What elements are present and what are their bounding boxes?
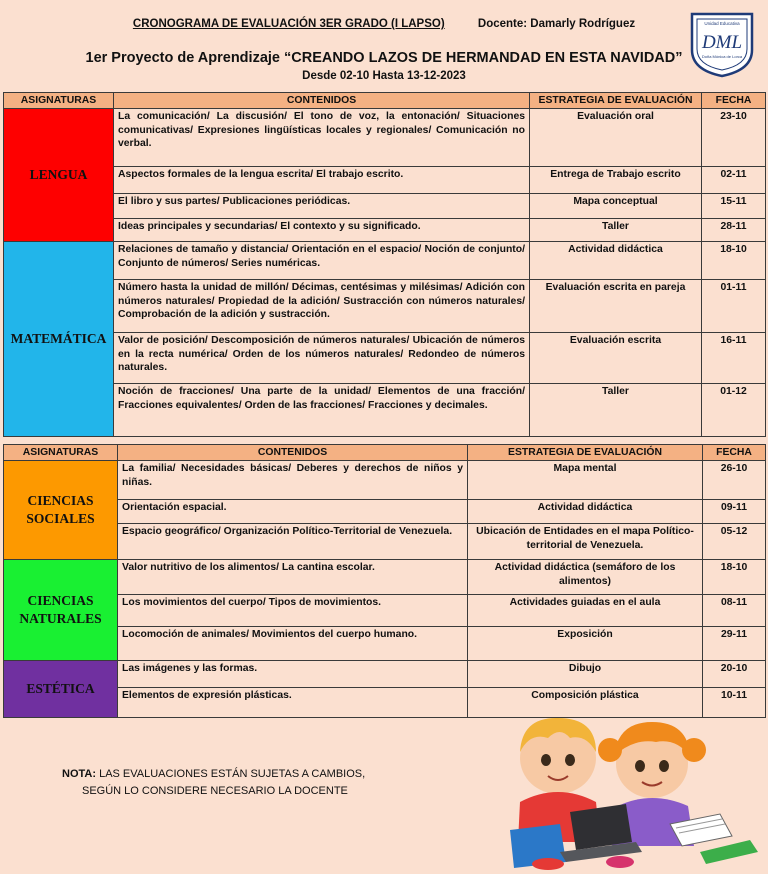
note-label: NOTA:: [62, 768, 97, 780]
document-title: CRONOGRAMA DE EVALUACIÓN 3ER GRADO (I LAPSO): [132, 18, 445, 30]
content-cell: El libro y sus partes/ Publicaciones periódicas.: [114, 194, 530, 219]
teacher-name: Docente: Damarly Rodríguez: [477, 18, 636, 30]
date-cell: 20-10: [703, 661, 766, 688]
date-cell: 23-10: [702, 109, 766, 167]
logo-letters: DML: [701, 32, 743, 53]
header-subjects: ASIGNATURAS: [4, 93, 114, 109]
strategy-cell: Actividades guiadas en el aula: [468, 595, 703, 627]
logo-ring-bottom: Doña Mónica de Lorca: [701, 54, 743, 59]
strategy-cell: Evaluación oral: [530, 109, 702, 167]
subject-estetica: ESTÉTICA: [4, 661, 118, 718]
table-row: [4, 524, 766, 560]
note-line-1: [62, 766, 365, 783]
content-cell: Ideas principales y secundarias/ El contexto y su significado.: [114, 219, 530, 242]
header-contents: CONTENIDOS: [118, 445, 468, 461]
strategy-cell: Ubicación de Entidades en el mapa Político-territorial de Venezuela.: [468, 524, 703, 560]
subject-ciencias-sociales: CIENCIAS SOCIALES: [4, 461, 118, 560]
content-cell: Relaciones de tamaño y distancia/ Orientación en el espacio/ Noción de conjunto/ Conjunto de números/ Series numéricas.: [114, 242, 530, 280]
header-contents: CONTENIDOS: [114, 93, 530, 109]
date-cell: 16-11: [702, 333, 766, 384]
date-cell: 01-11: [702, 280, 766, 333]
date-cell: 08-11: [703, 595, 766, 627]
table-row: [4, 384, 766, 437]
note-text-1: LAS EVALUACIONES ESTÁN SUJETAS A CAMBIOS,: [96, 768, 366, 780]
date-cell: 29-11: [703, 627, 766, 661]
strategy-cell: Taller: [530, 384, 702, 437]
content-cell: Noción de fracciones/ Una parte de la unidad/ Elementos de una fracción/ Fracciones equivalentes/ Orden de las fracciones/ Fracciones y decimales.: [114, 384, 530, 437]
table-row: [4, 595, 766, 627]
date-cell: 10-11: [703, 688, 766, 718]
children-with-laptop-illustration: [500, 712, 762, 872]
content-cell: Los movimientos del cuerpo/ Tipos de movimientos.: [118, 595, 468, 627]
subject-lengua: LENGUA: [4, 109, 114, 242]
date-cell: 09-11: [703, 500, 766, 524]
content-cell: Valor de posición/ Descomposición de números naturales/ Ubicación de números en la recta numérica/ Orden de los números naturales/ Redondeo de números naturales.: [114, 333, 530, 384]
footer-note: [62, 766, 365, 799]
table-row: [4, 242, 766, 280]
content-cell: Número hasta la unidad de millón/ Décimas, centésimas y milésimas/ Adición con números naturales/ Propiedad de la adición/ Sustracción con números naturales/ Comprobación de la adición y sustracción.: [114, 280, 530, 333]
header-subjects: ASIGNATURAS: [4, 445, 118, 461]
content-cell: Espacio geográfico/ Organización Político-Territorial de Venezuela.: [118, 524, 468, 560]
content-cell: Elementos de expresión plásticas.: [118, 688, 468, 718]
schedule-table-2: [3, 444, 766, 718]
table-row: [4, 560, 766, 595]
content-cell: Locomoción de animales/ Movimientos del cuerpo humano.: [118, 627, 468, 661]
date-cell: 02-11: [702, 167, 766, 194]
table-row: [4, 661, 766, 688]
header-line: [0, 18, 768, 30]
note-text-2: SEGÚN LO CONSIDERE NECESARIO LA DOCENTE: [82, 784, 348, 797]
strategy-cell: Exposición: [468, 627, 703, 661]
table-row: [4, 280, 766, 333]
content-cell: Las imágenes y las formas.: [118, 661, 468, 688]
header-strategy: ESTRATEGIA DE EVALUACIÓN: [468, 445, 703, 461]
strategy-cell: Mapa mental: [468, 461, 703, 500]
date-cell: 26-10: [703, 461, 766, 500]
project-title: 1er Proyecto de Aprendizaje “CREANDO LAZOS DE HERMANDAD EN ESTA NAVIDAD”: [85, 50, 683, 66]
strategy-cell: Composición plástica: [468, 688, 703, 718]
school-logo: [686, 8, 758, 78]
strategy-cell: Evaluación escrita en pareja: [530, 280, 702, 333]
table-row: [4, 333, 766, 384]
subject-ciencias-naturales: CIENCIAS NATURALES: [4, 560, 118, 661]
schedule-table-1: [3, 92, 766, 437]
content-cell: Orientación espacial.: [118, 500, 468, 524]
date-cell: 01-12: [702, 384, 766, 437]
strategy-cell: Actividad didáctica: [530, 242, 702, 280]
strategy-cell: Evaluación escrita: [530, 333, 702, 384]
strategy-cell: Actividad didáctica (semáforo de los alimentos): [468, 560, 703, 595]
strategy-cell: Dibujo: [468, 661, 703, 688]
table-row: [4, 461, 766, 500]
table-row: [4, 219, 766, 242]
date-cell: 15-11: [702, 194, 766, 219]
strategy-cell: Actividad didáctica: [468, 500, 703, 524]
table-row: [4, 500, 766, 524]
project-dates: Desde 02-10 Hasta 13-12-2023: [302, 70, 466, 82]
table-row: [4, 194, 766, 219]
logo-ring-top: Unidad Educativa: [704, 21, 740, 26]
content-cell: La familia/ Necesidades básicas/ Deberes y derechos de niños y niñas.: [118, 461, 468, 500]
header-date: FECHA: [702, 93, 766, 109]
table-row: [4, 627, 766, 661]
table-row: [4, 109, 766, 167]
strategy-cell: Taller: [530, 219, 702, 242]
date-cell: 28-11: [702, 219, 766, 242]
table-row: [4, 167, 766, 194]
content-cell: Valor nutritivo de los alimentos/ La cantina escolar.: [118, 560, 468, 595]
strategy-cell: Mapa conceptual: [530, 194, 702, 219]
date-cell: 05-12: [703, 524, 766, 560]
strategy-cell: Entrega de Trabajo escrito: [530, 167, 702, 194]
date-cell: 18-10: [702, 242, 766, 280]
header-date: FECHA: [703, 445, 766, 461]
date-cell: 18-10: [703, 560, 766, 595]
content-cell: Aspectos formales de la lengua escrita/ El trabajo escrito.: [114, 167, 530, 194]
header-strategy: ESTRATEGIA DE EVALUACIÓN: [530, 93, 702, 109]
subject-matematica: MATEMÁTICA: [4, 242, 114, 437]
content-cell: La comunicación/ La discusión/ El tono de voz, la entonación/ Situaciones comunicativas/ Expresiones lingüísticas locales y regionales/ Comunicación no verbal.: [114, 109, 530, 167]
